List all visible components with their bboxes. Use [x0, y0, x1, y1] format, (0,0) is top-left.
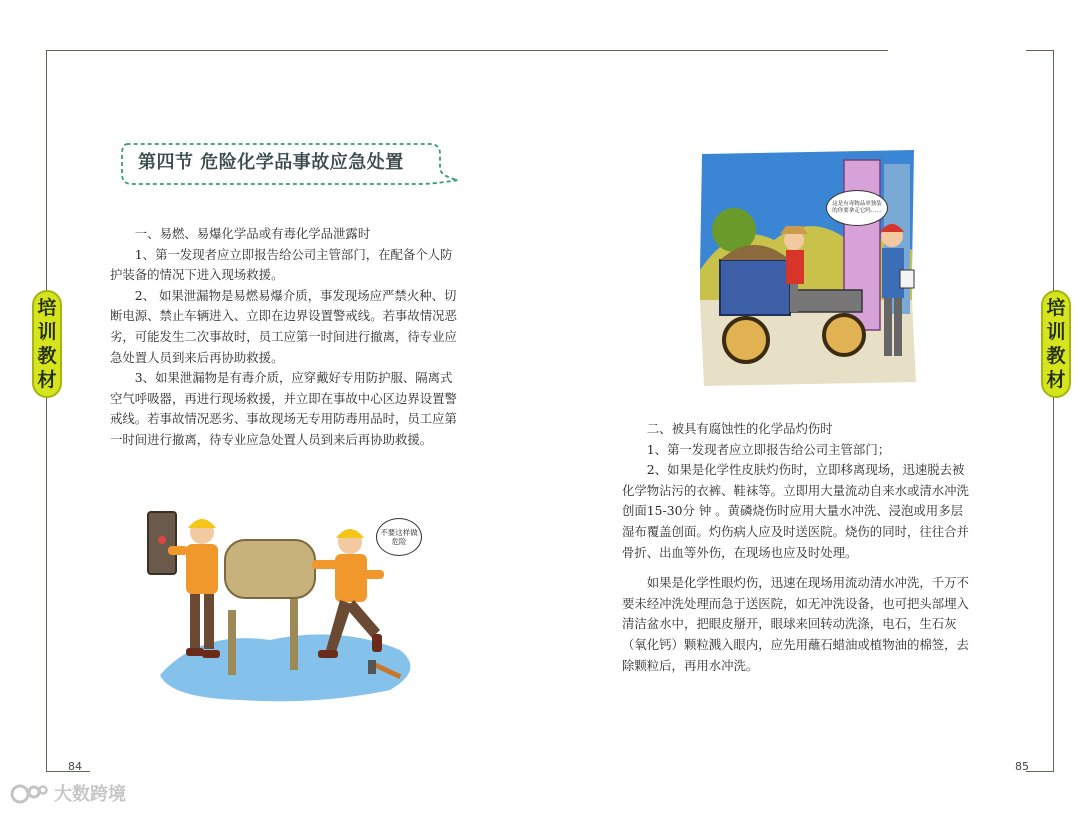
watermark-text: 大数跨境 [54, 784, 126, 805]
speech-bubble [376, 518, 422, 556]
speech-bubble-text: 不要这样做危险 [380, 528, 418, 546]
side-tab-char: 培 [37, 297, 57, 319]
side-tab-char: 训 [1046, 321, 1066, 343]
paragraph: 1、第一发现者应立即报告给公司主管部门，在配备个人防护装备的情况下进入现场救援。 [110, 246, 453, 283]
left-page-text [110, 224, 462, 451]
paragraph: 如果是化学性眼灼伤，迅速在现场用流动清水冲洗，千万不要未经冲洗处理而急于送医院，如无冲洗设备，也可把头部埋入清洁盆水中，把眼皮掰开，眼球来回转动洗涤，电石，生石灰（氧化钙）颗粒溅入眼内，应先用蘸石蜡油或植物油的棉签，去除颗粒后，再用水冲洗。 [622, 575, 969, 673]
side-tab-right [1041, 290, 1071, 398]
paragraph: 二、被具有腐蚀性的化学品灼伤时 [646, 421, 833, 436]
right-page-text [622, 419, 974, 676]
speech-bubble [826, 190, 888, 226]
side-tab-left [32, 290, 62, 398]
section-title-box [118, 140, 458, 184]
section-title: 第四节 危险化学品事故应急处置 [138, 152, 404, 173]
paragraph: 2、 如果泄漏物是易燃易爆介质，事发现场应严禁火种、切断电源、禁止车辆进入、立即在边界设置警戒线。若事故情况恶劣，可能发生二次事故时，员工应第一时间进行撤离，待专业应急处置人员到来后再协助救援。 [110, 287, 457, 365]
speech-bubble-text: 这是有毒物品单独装的你要拿走它吗…… [832, 201, 882, 214]
frame-top-right [1026, 50, 1054, 51]
frame-bottom-right [1026, 771, 1054, 772]
paragraph: 一、易燃、易爆化学品或有毒化学品泄露时 [134, 226, 371, 241]
side-tab-char: 训 [37, 321, 57, 343]
side-tab-char: 教 [37, 345, 57, 367]
paragraph: 1、第一发现者应立即报告给公司主管部门； [646, 441, 891, 457]
cart-illustration [694, 150, 920, 390]
side-tab-char: 材 [1046, 369, 1066, 391]
frame-top-left [46, 50, 888, 51]
page-number-left: 84 [68, 760, 82, 773]
side-tab-char: 教 [1046, 345, 1066, 367]
frame-left [46, 50, 47, 772]
paragraph: 3、如果泄漏物是有毒介质，应穿戴好专用防护服、隔离式空气呼吸器，再进行现场救援，并立即在事故中心区边界设置警戒线。若事故情况恶劣、事故现场无专用防毒用品时，员工应第一时间进行撤离，待专业应急处置人员到来后再协助救援。 [110, 370, 457, 447]
watermark-logo-icon [10, 780, 50, 806]
watermark [10, 780, 126, 806]
side-tab-char: 培 [1046, 297, 1066, 319]
frame-right [1053, 50, 1054, 772]
leak-illustration [140, 500, 430, 710]
side-tab-char: 材 [37, 369, 57, 391]
paragraph: 2、如果是化学性皮肤灼伤时，立即移离现场，迅速脱去被化学物沾污的衣裤、鞋袜等。立即用大量流动自来水或清水冲洗创面15-30分 钟 。黄磷烧伤时应用大量水冲洗、浸泡或用多层湿布覆盖创面。灼伤病人应及时送医院。烧伤的同时，往往合并骨折、出血等外伤，在现场也应及时处理。 [622, 462, 969, 560]
page-number-right: 85 [1015, 760, 1029, 773]
